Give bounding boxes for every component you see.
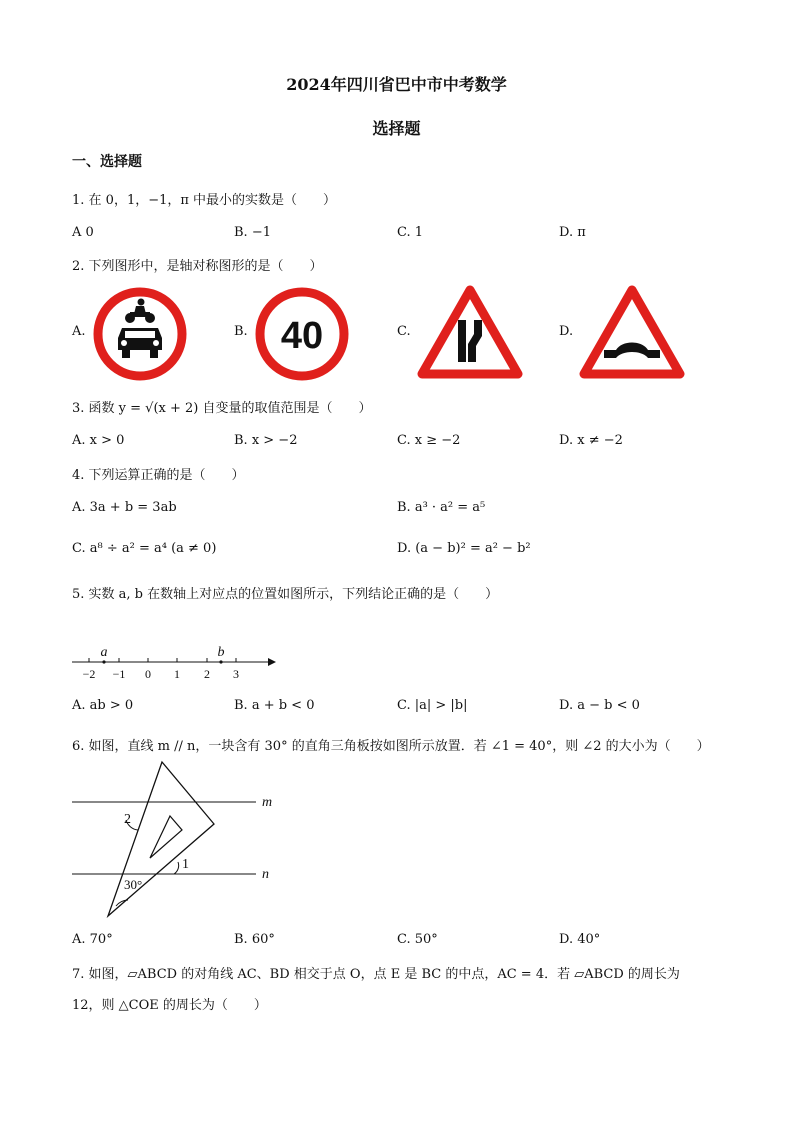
no-vehicles-sign-icon [92, 286, 188, 382]
q2-option-b: B. [234, 324, 248, 339]
q1-option-b: B. −1 [234, 225, 271, 240]
road-narrows-sign-icon [416, 284, 524, 380]
q6-option-b: B. 60° [234, 932, 275, 947]
q5-option-c: C. |a| > |b| [397, 698, 468, 713]
q4-option-c: C. a⁸ ÷ a² = a⁴ (a ≠ 0) [72, 541, 217, 556]
tick-label: −1 [112, 667, 126, 681]
q2-option-d: D. [559, 324, 574, 339]
point-b-label: b [217, 645, 225, 660]
angle-2-label: 2 [124, 812, 131, 827]
q6-option-c: C. 50° [397, 932, 438, 947]
q3-option-a: A. x > 0 [72, 433, 125, 448]
tick-label: 2 [204, 667, 210, 681]
section-heading: 一、选择题 [72, 154, 142, 170]
question-2-stem: 2. 下列图形中，是轴对称图形的是（ ） [72, 259, 323, 274]
angle-30-label: 30° [124, 877, 143, 892]
page-subtitle: 选择题 [372, 119, 421, 138]
line-n-label: n [262, 867, 269, 882]
speed-limit-sign-icon [254, 286, 350, 382]
speed-limit-number: 40 [280, 315, 324, 357]
point-a-label: a [100, 645, 108, 660]
q1-option-a: A 0 [72, 225, 94, 240]
question-6-stem: 6. 如图，直线 m // n，一块含有 30° 的直角三角板按如图所示放置．若 ∠1 = 40°，则 ∠2 的大小为（ ） [72, 739, 710, 754]
tick-label: 3 [233, 667, 239, 681]
q4-option-d: D. (a − b)² = a² − b² [397, 541, 531, 556]
question-5-stem: 5. 实数 a, b 在数轴上对应点的位置如图所示，下列结论正确的是（ ） [72, 587, 499, 602]
question-1-stem: 1. 在 0，1，−1，π 中最小的实数是（ ） [72, 193, 337, 208]
question-7-stem-line-2: 12，则 △COE 的周长为（ ） [72, 998, 267, 1013]
triangle-parallel-lines-figure [70, 758, 290, 928]
number-line-figure [70, 642, 280, 682]
q1-option-d: D. π [559, 225, 586, 240]
page-title: 2024年四川省巴中市中考数学 [286, 75, 507, 94]
line-m-label: m [262, 795, 273, 810]
q6-option-d: D. 40° [559, 932, 601, 947]
q2-option-c: C. [397, 324, 411, 339]
q2-option-a: A. [72, 324, 86, 339]
q3-option-b: B. x > −2 [234, 433, 298, 448]
question-3-stem: 3. 函数 y = √(x + 2) 自变量的取值范围是（ ） [72, 401, 372, 416]
q4-option-a: A. 3a + b = 3ab [72, 500, 177, 515]
tick-label: −2 [82, 667, 96, 681]
q3-option-c: C. x ≥ −2 [397, 433, 461, 448]
angle-1-label: 1 [182, 857, 189, 872]
q1-option-c: C. 1 [397, 225, 424, 240]
q5-option-b: B. a + b < 0 [234, 698, 315, 713]
q6-option-a: A. 70° [72, 932, 113, 947]
tick-label: 1 [174, 667, 180, 681]
q5-option-d: D. a − b < 0 [559, 698, 640, 713]
q3-option-d: D. x ≠ −2 [559, 433, 623, 448]
hump-bridge-sign-icon [578, 284, 686, 380]
tick-label: 0 [145, 667, 151, 681]
question-4-stem: 4. 下列运算正确的是（ ） [72, 468, 245, 483]
q5-option-a: A. ab > 0 [72, 698, 134, 713]
question-7-stem-line-1: 7. 如图，▱ABCD 的对角线 AC、BD 相交于点 O，点 E 是 BC 的中点，AC = 4．若 ▱ABCD 的周长为 [72, 967, 680, 982]
q4-option-b: B. a³ · a² = a⁵ [397, 500, 486, 515]
